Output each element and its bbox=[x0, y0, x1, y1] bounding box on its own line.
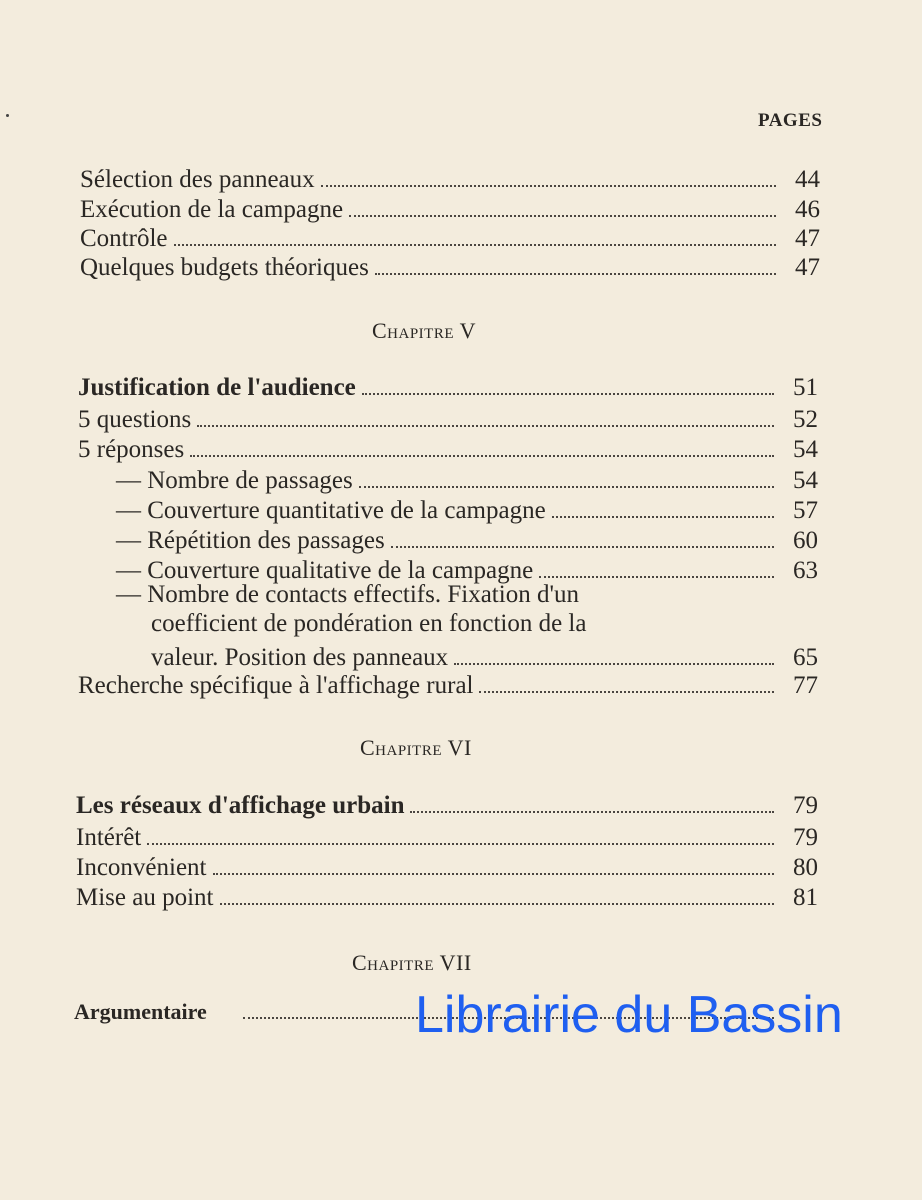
toc-entry-label: Quelques budgets théoriques bbox=[80, 254, 369, 281]
leader-dots bbox=[552, 491, 774, 518]
toc-entry-page: 52 bbox=[793, 406, 818, 433]
toc-subentry bbox=[116, 461, 818, 494]
toc-entry-page: 79 bbox=[793, 824, 818, 851]
chapter-title: Chapitre VI bbox=[360, 735, 472, 760]
toc-subentry bbox=[116, 521, 818, 554]
toc-entry-label: Sélection des panneaux bbox=[80, 166, 315, 193]
toc-entry-label: Contrôle bbox=[80, 225, 168, 252]
toc-subentry bbox=[116, 551, 818, 584]
toc-entry-page: 47 bbox=[795, 225, 820, 252]
toc-entry bbox=[80, 190, 820, 223]
toc-entry-page: 63 bbox=[793, 557, 818, 584]
leader-dots bbox=[190, 430, 774, 457]
toc-entry bbox=[76, 848, 818, 881]
toc-entry-page: 81 bbox=[793, 884, 818, 911]
toc-entry-page: 60 bbox=[793, 527, 818, 554]
toc-section-entry bbox=[78, 368, 818, 401]
toc-entry-page: 65 bbox=[793, 644, 818, 671]
leader-dots bbox=[479, 666, 774, 693]
toc-entry-label: valeur. Position des panneaux bbox=[151, 644, 449, 671]
toc-entry-label: 5 réponses bbox=[78, 436, 185, 463]
toc-entry-page: 80 bbox=[793, 854, 818, 881]
toc-entry-label: — Couverture qualitative de la campagne bbox=[116, 557, 534, 584]
toc-entry bbox=[76, 878, 818, 911]
leader-dots bbox=[174, 219, 777, 246]
leader-dots bbox=[213, 848, 774, 875]
toc-entry bbox=[78, 666, 818, 699]
leader-dots bbox=[410, 786, 774, 813]
toc-entry-page: 79 bbox=[793, 792, 818, 819]
toc-entry-label: — Couverture quantitative de la campagne bbox=[116, 497, 546, 524]
toc-entry-page: 54 bbox=[793, 467, 818, 494]
leader-dots bbox=[362, 368, 774, 395]
leader-dots bbox=[391, 521, 774, 548]
toc-entry-label: — Nombre de passages bbox=[116, 467, 353, 494]
leader-dots bbox=[147, 818, 774, 845]
toc-entry-label: Intérêt bbox=[76, 824, 142, 851]
toc-entry-label: Mise au point bbox=[76, 884, 214, 911]
leader-dots bbox=[375, 248, 776, 275]
toc-section-label: Les réseaux d'affichage urbain bbox=[76, 792, 405, 819]
leader-dots bbox=[539, 551, 774, 578]
toc-section-label: Justification de l'audience bbox=[78, 374, 356, 401]
toc-entry-page: 57 bbox=[793, 497, 818, 524]
toc-entry-label: — Répétition des passages bbox=[116, 527, 385, 554]
leader-dots bbox=[454, 638, 774, 665]
toc-subentry bbox=[116, 491, 818, 524]
toc-entry-page: 77 bbox=[793, 672, 818, 699]
toc-entry bbox=[78, 430, 818, 463]
toc-entry bbox=[80, 160, 820, 193]
leader-dots bbox=[197, 400, 774, 427]
leader-dots bbox=[220, 878, 775, 905]
chapter-title: Chapitre V bbox=[372, 318, 476, 343]
toc-entry bbox=[76, 818, 818, 851]
toc-entry-page: 51 bbox=[793, 374, 818, 401]
bookseller-watermark: Librairie du Bassin bbox=[415, 986, 843, 1044]
toc-entry-page: 54 bbox=[793, 436, 818, 463]
leader-dots bbox=[359, 461, 774, 488]
toc-entry bbox=[80, 248, 820, 281]
leader-dots bbox=[321, 160, 776, 187]
chapter-title: Chapitre VII bbox=[352, 950, 472, 975]
toc-subentry bbox=[151, 638, 818, 671]
toc-entry-page: 44 bbox=[795, 166, 820, 193]
toc-entry-label: coefficient de pondération en fonction de la bbox=[151, 610, 587, 637]
toc-entry-label: Inconvénient bbox=[76, 854, 207, 881]
pages-column-header: PAGES bbox=[758, 110, 823, 131]
toc-entry-label: 5 questions bbox=[78, 406, 192, 433]
toc-subentry-line bbox=[151, 610, 818, 640]
toc-entry-page: 47 bbox=[795, 254, 820, 281]
leader-dots bbox=[349, 190, 776, 217]
toc-section-entry bbox=[76, 786, 818, 819]
toc-entry-label: Recherche spécifique à l'affichage rural bbox=[78, 672, 474, 699]
toc-subentry-line bbox=[116, 581, 818, 611]
toc-entry-label: Exécution de la campagne bbox=[80, 196, 344, 223]
toc-section-label: Argumentaire bbox=[74, 999, 207, 1024]
paper-speck bbox=[6, 114, 9, 117]
toc-entry-label: — Nombre de contacts effectifs. Fixation d'un bbox=[116, 581, 579, 608]
toc-entry bbox=[78, 400, 818, 433]
toc-entry bbox=[80, 219, 820, 252]
toc-entry-page: 46 bbox=[795, 196, 820, 223]
